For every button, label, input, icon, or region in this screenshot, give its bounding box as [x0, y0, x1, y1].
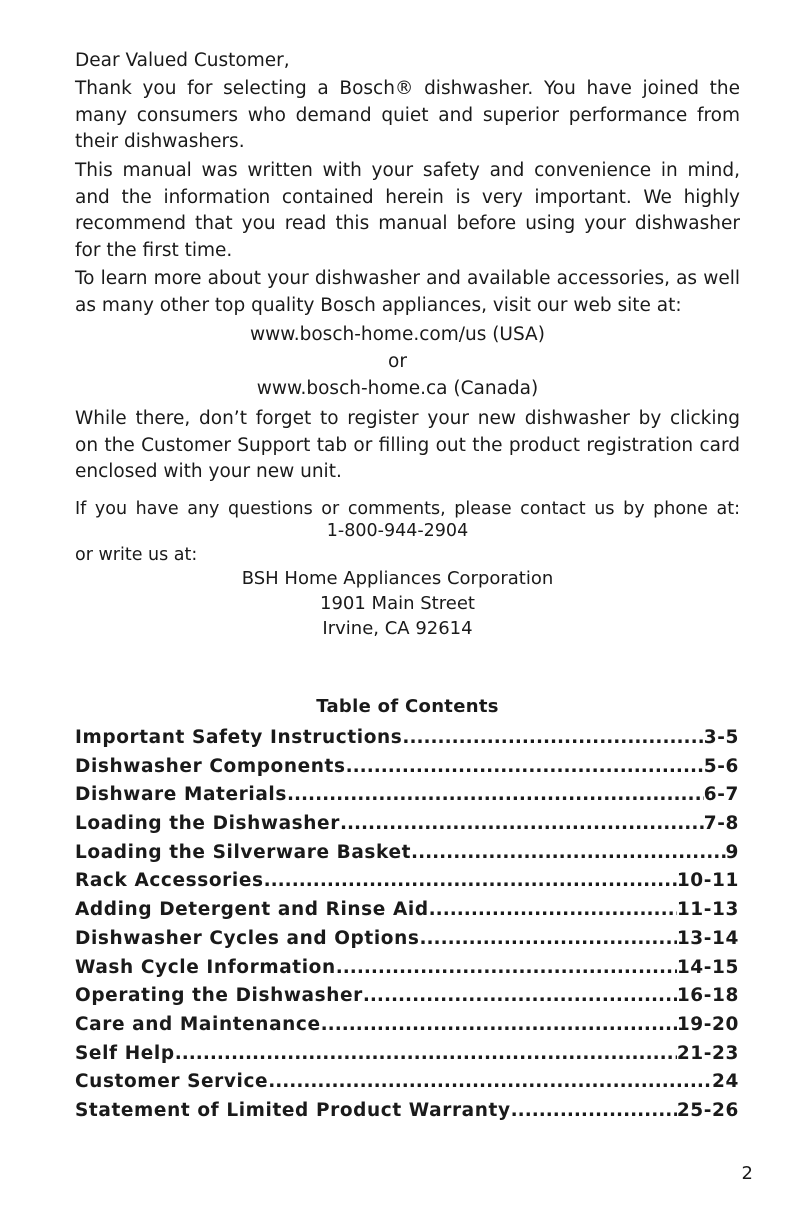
toc-entry-label: Important Safety Instructions [75, 727, 403, 748]
address-street: 1901 Main Street [320, 593, 475, 614]
toc-entry [75, 899, 739, 928]
toc-entry-label: Dishware Materials [75, 784, 287, 806]
toc-leader-dots [287, 784, 704, 805]
toc-entry [75, 957, 739, 986]
toc-entry-label: Customer Service [75, 1071, 269, 1093]
toc-entry-label: Dishwasher Cycles and Options [75, 927, 420, 949]
phone-number: 1-800-944-2904 [326, 521, 469, 541]
toc-entry-label: Care and Maintenance [75, 1013, 321, 1035]
toc-leader-dots [336, 957, 677, 978]
website-paragraph: To learn more about your dishwasher and available accessories, as well as many other top quality Bosch appliances, visit our web site at: [75, 268, 740, 316]
toc-entry-pages: 14-15 [676, 956, 739, 978]
toc-leader-dots [264, 870, 677, 891]
website-url-usa: www.bosch-home.com/us (USA) [250, 324, 545, 345]
registration-paragraph: While there, don’t forget to register your new dishwasher by clicking on the Customer Support tab or filling out the product registration card enclosed with your new unit. [75, 408, 740, 482]
toc-entry [75, 1071, 739, 1100]
toc-entry-pages: 9 [725, 841, 739, 863]
or-separator: or [388, 351, 407, 372]
write-us-line: or write us at: [75, 545, 198, 565]
toc-leader-dots [346, 756, 704, 777]
toc-entry [75, 1043, 739, 1072]
toc-entry [75, 928, 739, 957]
toc-entry-pages: 13-14 [676, 927, 739, 949]
toc-entry-label: Operating the Dishwasher [75, 985, 363, 1007]
page-number: 2 [741, 1163, 753, 1184]
toc-leader-dots [429, 899, 677, 920]
toc-entry [75, 985, 739, 1014]
toc-entry-pages: 6-7 [703, 784, 739, 806]
toc-entry [75, 1014, 739, 1043]
toc-entry [75, 727, 739, 756]
toc-entry [75, 1100, 739, 1129]
toc-leader-dots [402, 727, 703, 748]
toc-entry-label: Self Help [75, 1042, 175, 1064]
toc-entry-pages: 16-18 [676, 985, 739, 1007]
toc-entry-pages: 5-6 [703, 755, 739, 777]
toc-leader-dots [321, 1014, 677, 1035]
toc-entry-label: Dishwasher Components [75, 755, 346, 777]
toc-entry-pages: 11-13 [676, 899, 739, 921]
toc-leader-dots [340, 813, 704, 834]
contact-line: If you have any questions or comments, please contact us by phone at: [75, 499, 740, 519]
toc-entry [75, 756, 739, 785]
toc-entry-pages: 21-23 [676, 1042, 739, 1064]
address-city: Irvine, CA 92614 [322, 618, 473, 639]
toc-entry-label: Rack Accessories [75, 870, 264, 892]
toc-entry-label: Adding Detergent and Rinse Aid [75, 899, 429, 921]
toc-entry [75, 842, 739, 871]
table-of-contents [75, 727, 739, 1129]
toc-entry-pages: 7-8 [703, 813, 739, 835]
toc-leader-dots [175, 1043, 677, 1064]
toc-entry [75, 870, 739, 899]
toc-entry-label: Wash Cycle Information [75, 956, 336, 978]
toc-entry-pages: 24 [712, 1071, 739, 1093]
toc-leader-dots [363, 985, 677, 1006]
toc-entry-pages: 3-5 [703, 727, 739, 748]
toc-entry-label: Loading the Silverware Basket [75, 841, 412, 863]
address-company: BSH Home Appliances Corporation [241, 568, 554, 589]
toc-entry [75, 813, 739, 842]
toc-leader-dots [419, 928, 676, 949]
toc-leader-dots [411, 842, 725, 863]
toc-leader-dots [511, 1100, 677, 1121]
toc-entry [75, 784, 739, 813]
toc-entry-pages: 10-11 [676, 870, 739, 892]
website-url-canada: www.bosch-home.ca (Canada) [256, 378, 539, 399]
toc-title: Table of Contents [316, 696, 499, 717]
toc-entry-pages: 19-20 [676, 1013, 739, 1035]
toc-entry-pages: 25-26 [676, 1099, 739, 1121]
manual-paragraph: This manual was written with your safety and convenience in mind, and the information contained herein is very important. We highly recommend that you read this manual before using your dishwasher for the first time. [75, 160, 740, 261]
toc-entry-label: Loading the Dishwasher [75, 813, 340, 835]
salutation: Dear Valued Customer, [75, 50, 290, 71]
toc-entry-label: Statement of Limited Product Warranty [75, 1099, 511, 1121]
intro-paragraph: Thank you for selecting a Bosch® dishwasher. You have joined the many consumers who demand quiet and superior performance from their dishwashers. [75, 78, 740, 152]
toc-leader-dots [268, 1071, 712, 1092]
